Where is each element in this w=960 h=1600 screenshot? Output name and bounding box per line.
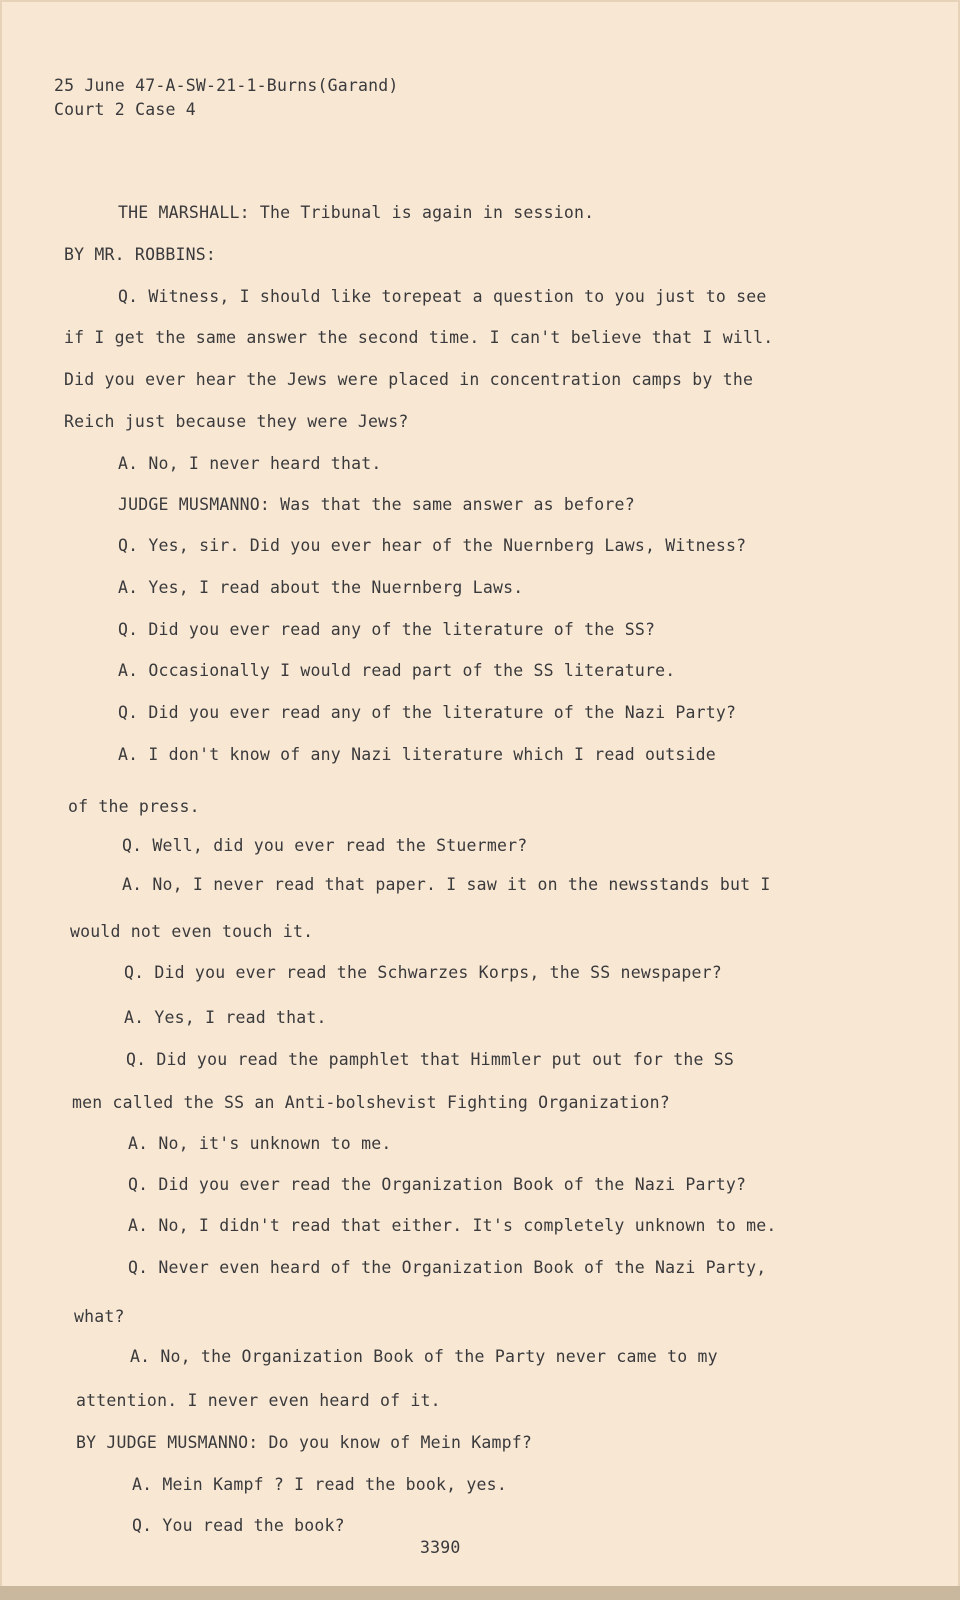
- page-number: 3390: [420, 1538, 461, 1557]
- transcript-line: Q. Did you ever read the Schwarzes Korps, the SS newspaper?: [124, 963, 722, 982]
- transcript-line: Q. Witness, I should like torepeat a question to you just to see: [118, 287, 767, 306]
- transcript-line: A. Mein Kampf ? I read the book, yes.: [132, 1475, 507, 1494]
- transcript-line: A. No, I never read that paper. I saw it on the newsstands but I: [122, 875, 771, 894]
- transcript-line: what?: [74, 1307, 125, 1326]
- transcript-line: A. No, the Organization Book of the Party never came to my: [130, 1347, 718, 1366]
- transcript-line: Reich just because they were Jews?: [64, 412, 409, 431]
- transcript-line: would not even touch it.: [70, 922, 314, 941]
- transcript-line: A. Yes, I read that.: [124, 1008, 327, 1027]
- transcript-line: Q. Never even heard of the Organization Book of the Nazi Party,: [128, 1258, 767, 1277]
- transcript-line: A. No, it's unknown to me.: [128, 1134, 392, 1153]
- transcript-line: Q. Did you ever read any of the literature of the SS?: [118, 620, 656, 639]
- transcript-line: BY JUDGE MUSMANNO: Do you know of Mein Kampf?: [76, 1433, 533, 1452]
- transcript-line: Did you ever hear the Jews were placed in concentration camps by the: [64, 370, 754, 389]
- transcript-line: Q. You read the book?: [132, 1516, 345, 1535]
- court-case-label: Court 2 Case 4: [54, 100, 196, 119]
- page-edge-strip: [0, 1586, 960, 1600]
- transcript-line: Q. Yes, sir. Did you ever hear of the Nuernberg Laws, Witness?: [118, 536, 747, 555]
- transcript-line: JUDGE MUSMANNO: Was that the same answer as before?: [118, 495, 635, 514]
- transcript-line: A. Occasionally I would read part of the SS literature.: [118, 661, 676, 680]
- transcript-line: A. I don't know of any Nazi literature which I read outside: [118, 745, 716, 764]
- transcript-line: attention. I never even heard of it.: [76, 1391, 441, 1410]
- transcript-line: of the press.: [68, 797, 200, 816]
- transcript-line: Q. Did you ever read any of the literature of the Nazi Party?: [118, 703, 737, 722]
- transcript-line: Q. Did you read the pamphlet that Himmler put out for the SS: [126, 1050, 735, 1069]
- transcript-line: Q. Well, did you ever read the Stuermer?: [122, 836, 528, 855]
- transcript-line: A. No, I never heard that.: [118, 454, 382, 473]
- document-reference: 25 June 47-A-SW-21-1-Burns(Garand): [54, 76, 399, 95]
- transcript-line: THE MARSHALL: The Tribunal is again in session.: [118, 203, 595, 222]
- transcript-line: A. Yes, I read about the Nuernberg Laws.: [118, 578, 524, 597]
- transcript-line: Q. Did you ever read the Organization Book of the Nazi Party?: [128, 1175, 747, 1194]
- transcript-line: A. No, I didn't read that either. It's completely unknown to me.: [128, 1216, 777, 1235]
- transcript-line: if I get the same answer the second time. I can't believe that I will.: [64, 328, 774, 347]
- transcript-line: BY MR. ROBBINS:: [64, 245, 217, 264]
- transcript-line: men called the SS an Anti-bolshevist Fighting Organization?: [72, 1093, 670, 1112]
